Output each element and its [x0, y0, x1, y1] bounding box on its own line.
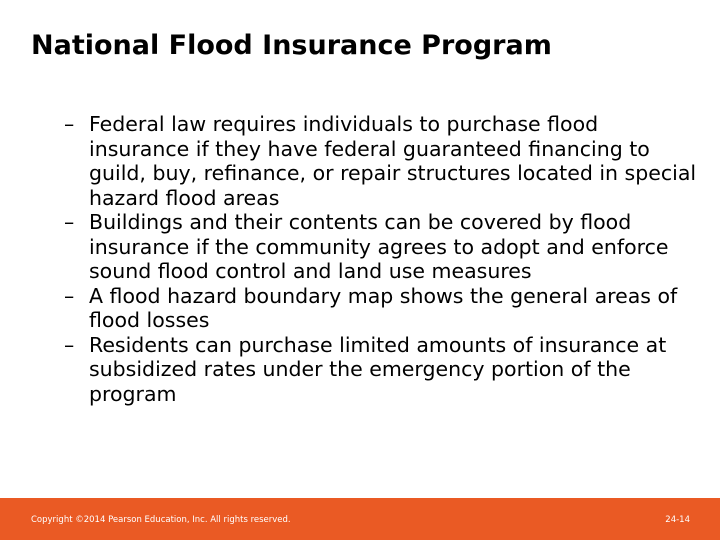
- bullet-text: Federal law requires individuals to purchase flood insurance if they have federal guaranteed financing to guild, buy, refinance, or repair structures located in special hazard flood areas: [89, 112, 697, 210]
- bullet-text: Residents can purchase limited amounts of insurance at subsidized rates under the emergency portion of the program: [89, 332, 667, 406]
- slide-title: National Flood Insurance Program: [31, 30, 552, 61]
- copyright-text: Copyright ©2014 Pearson Education, Inc. All rights reserved.: [31, 515, 291, 525]
- bullet-dash: –: [64, 112, 75, 136]
- bullet-dash: –: [64, 332, 75, 357]
- footer-bar: [0, 498, 720, 540]
- bullet-list: [64, 112, 700, 406]
- bullet-item: [64, 210, 700, 284]
- bullet-item: [64, 284, 700, 333]
- bullet-item: [64, 112, 700, 210]
- slide-number: 24-14: [665, 515, 690, 525]
- bullet-item: [64, 333, 700, 407]
- bullet-dash: –: [64, 283, 75, 308]
- bullet-text: A flood hazard boundary map shows the general areas of flood losses: [89, 283, 678, 332]
- bullet-dash: –: [64, 210, 75, 234]
- bullet-text: Buildings and their contents can be covered by flood insurance if the community agrees to adopt and enforce sound flood control and land use measures: [89, 210, 669, 283]
